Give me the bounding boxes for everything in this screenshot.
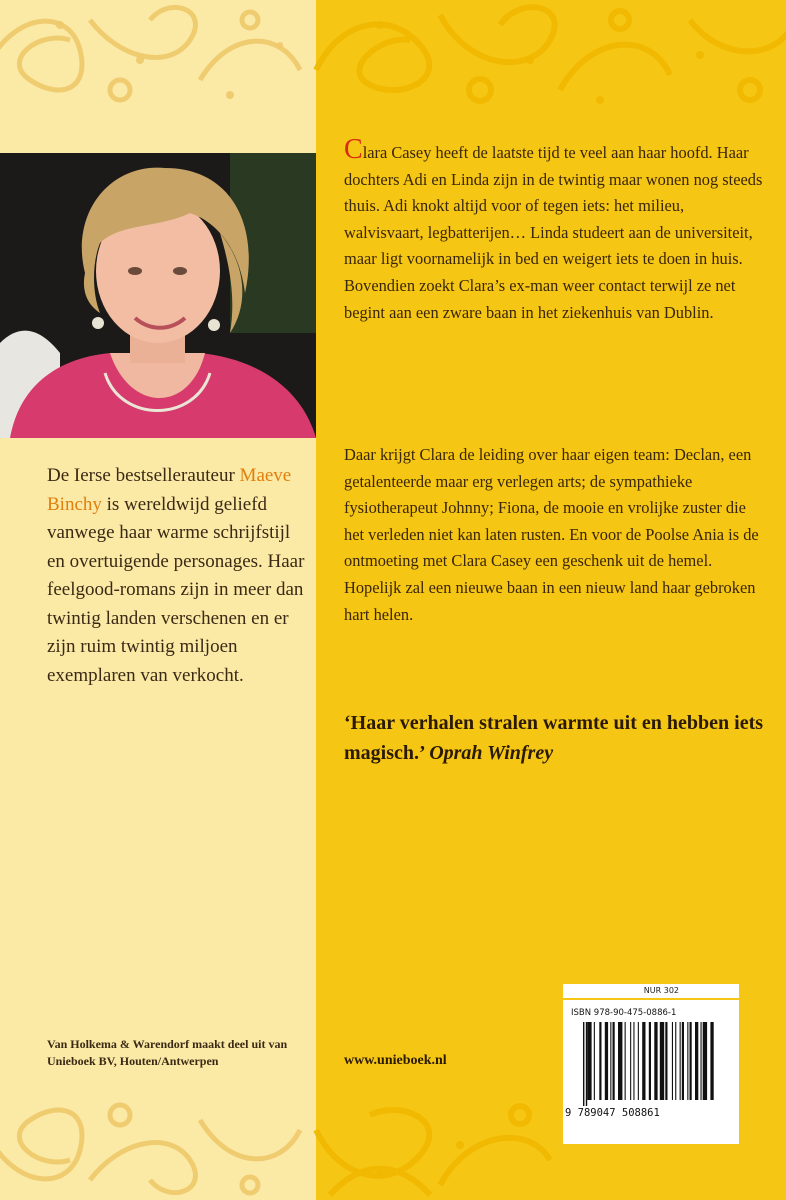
publisher-note: Van Holkema & Warendorf maakt deel uit van Unieboek BV, Houten/Antwerpen: [47, 1037, 288, 1068]
isbn-text: ISBN 978-90-475-0886-1: [571, 1008, 677, 1018]
quote-text: ‘Haar verhalen stralen warmte uit en hebben iets magisch.’: [344, 712, 764, 764]
bio-text: is wereldwijd geliefd vanwege haar warme schrijfstijl en overtuigende personages. Haar feelgood-romans zijn in meer dan twintig landen verschenen en er zijn ruim twintig miljoen exemplaren van verkocht.: [47, 493, 305, 686]
author-photo: [0, 153, 316, 438]
author-bio: [47, 462, 309, 690]
nur-label: [563, 984, 739, 998]
blurb-paragraph-2: Daar krijgt Clara de leiding over haar eigen team: Declan, een getalenteerde maar erg verlegen arts; de sympathieke fysiotherapeut Johnny; Fiona, de mooie en vrolijke zuster die het verleden niet kan laten rusten. En voor de Poolse Ania is de ontmoeting met Clara Casey een geschenk uit de hemel. Hopelijk zal een nieuwe baan in een nieuw land haar gebroken hart helen.: [344, 445, 759, 624]
top-ornament-border: [0, 0, 786, 112]
ean-digits: 9 789047 508861: [565, 1107, 660, 1119]
quote-attribution: Oprah Winfrey: [429, 742, 554, 764]
author-name: Maeve Binchy: [47, 465, 292, 515]
bio-intro: De Ierse bestsellerauteur: [47, 465, 235, 486]
publisher-website: www.unieboek.nl: [344, 1053, 447, 1068]
blurb-text-1: lara Casey heeft de laatste tijd te veel aan haar hoofd. Haar dochters Adi en Linda zijn in de twintig maar wonen nog steeds thuis. Adi knokt altijd voor of tegen iets: het milieu, walvisvaart, legbatterijen… Linda studeert aan de universiteit, maar ligt voornamelijk in bed en weigert iets te doen in huis. Bovendien zoekt Clara’s ex-man weer contact terwijl ze net begint aan een zware baan in het ziekenhuis van Dublin.: [344, 143, 763, 322]
barcode-box: [563, 1000, 739, 1144]
dropcap: C: [344, 134, 363, 165]
barcode-icon: [583, 1022, 729, 1106]
swirl-ornament-icon: [0, 0, 786, 112]
blurb-paragraph-1: [344, 134, 764, 326]
review-quote: [344, 708, 774, 768]
nur-code: NUR 302: [643, 986, 679, 995]
author-portrait-icon: [0, 153, 316, 438]
